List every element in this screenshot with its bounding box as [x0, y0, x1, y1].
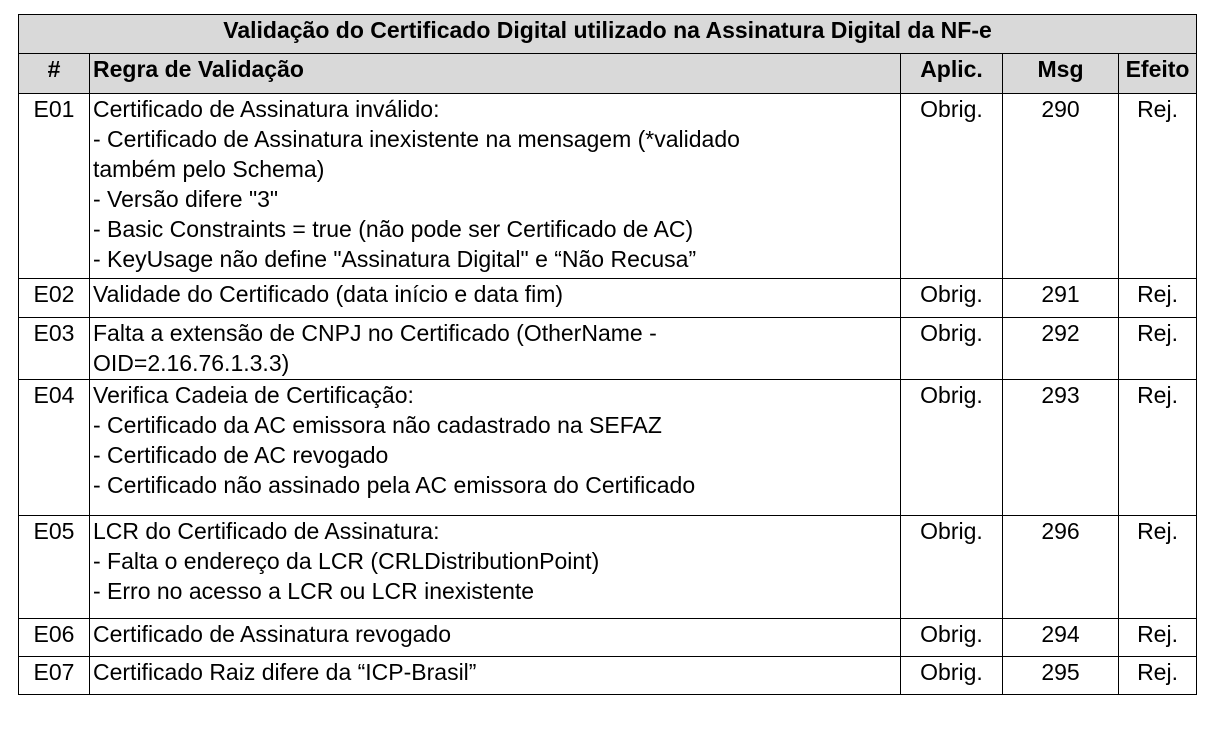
rule-line: Certificado de Assinatura inválido: [93, 96, 440, 122]
rule-msg: 293 [1003, 380, 1119, 516]
rule-line: - Certificado não assinado pela AC emissora do Certificado [93, 472, 696, 498]
rule-line: OID=2.16.76.1.3.3) [93, 350, 290, 376]
rule-line: - Certificado de Assinatura inexistente na mensagem (*validado [93, 126, 740, 152]
rule-line: - Erro no acesso a LCR ou LCR inexistente [93, 578, 535, 604]
rule-efeito: Rej. [1119, 516, 1197, 619]
rule-description [90, 657, 901, 695]
rule-line: Validade do Certificado (data início e data fim) [93, 281, 564, 307]
rule-description [90, 279, 901, 318]
table-title-row [19, 15, 1197, 54]
table-row [19, 380, 1197, 516]
rule-msg: 290 [1003, 94, 1119, 279]
rule-efeito: Rej. [1119, 380, 1197, 516]
table-row [19, 619, 1197, 657]
rule-line: - Falta o endereço da LCR (CRLDistributionPoint) [93, 548, 600, 574]
rule-efeito: Rej. [1119, 318, 1197, 380]
rule-line: Falta a extensão de CNPJ no Certificado (OtherName - [93, 320, 657, 346]
rule-description [90, 380, 901, 516]
rule-description [90, 318, 901, 380]
column-header-aplic: Aplic. [901, 54, 1003, 94]
rule-msg: 292 [1003, 318, 1119, 380]
rule-line: Certificado Raiz difere da “ICP-Brasil” [93, 659, 477, 685]
table-row [19, 279, 1197, 318]
table-header-row [19, 54, 1197, 94]
rule-efeito: Rej. [1119, 94, 1197, 279]
rule-description [90, 94, 901, 279]
rule-code: E01 [19, 94, 90, 279]
rule-line: LCR do Certificado de Assinatura: [93, 518, 440, 544]
rule-msg: 294 [1003, 619, 1119, 657]
rule-description [90, 619, 901, 657]
rule-code: E03 [19, 318, 90, 380]
table-row [19, 318, 1197, 380]
column-header-efeito: Efeito [1119, 54, 1197, 94]
rule-line: - KeyUsage não define "Assinatura Digital" e “Não Recusa” [93, 246, 697, 272]
rule-line: - Certificado de AC revogado [93, 442, 389, 468]
rule-code: E06 [19, 619, 90, 657]
validation-rules-table [18, 14, 1197, 695]
rule-aplic: Obrig. [901, 279, 1003, 318]
rule-aplic: Obrig. [901, 318, 1003, 380]
column-header-msg: Msg [1003, 54, 1119, 94]
rule-aplic: Obrig. [901, 657, 1003, 695]
rule-aplic: Obrig. [901, 94, 1003, 279]
rule-code: E05 [19, 516, 90, 619]
rule-msg: 295 [1003, 657, 1119, 695]
rule-line: - Basic Constraints = true (não pode ser Certificado de AC) [93, 216, 694, 242]
rule-code: E04 [19, 380, 90, 516]
rule-code: E02 [19, 279, 90, 318]
rule-aplic: Obrig. [901, 380, 1003, 516]
rule-msg: 291 [1003, 279, 1119, 318]
rule-code: E07 [19, 657, 90, 695]
rule-description [90, 516, 901, 619]
rule-line: Certificado de Assinatura revogado [93, 621, 451, 647]
rule-efeito: Rej. [1119, 657, 1197, 695]
table-row [19, 657, 1197, 695]
column-header-number: # [19, 54, 90, 94]
column-header-rule: Regra de Validação [90, 54, 901, 94]
rule-line: Verifica Cadeia de Certificação: [93, 382, 414, 408]
rule-aplic: Obrig. [901, 516, 1003, 619]
rule-line: - Versão difere "3" [93, 186, 279, 212]
table-row [19, 516, 1197, 619]
table-title: Validação do Certificado Digital utilizado na Assinatura Digital da NF-e [19, 15, 1197, 54]
table-row [19, 94, 1197, 279]
rule-efeito: Rej. [1119, 619, 1197, 657]
rule-efeito: Rej. [1119, 279, 1197, 318]
rule-aplic: Obrig. [901, 619, 1003, 657]
rule-msg: 296 [1003, 516, 1119, 619]
rule-line: também pelo Schema) [93, 156, 325, 182]
rule-line: - Certificado da AC emissora não cadastrado na SEFAZ [93, 412, 662, 438]
